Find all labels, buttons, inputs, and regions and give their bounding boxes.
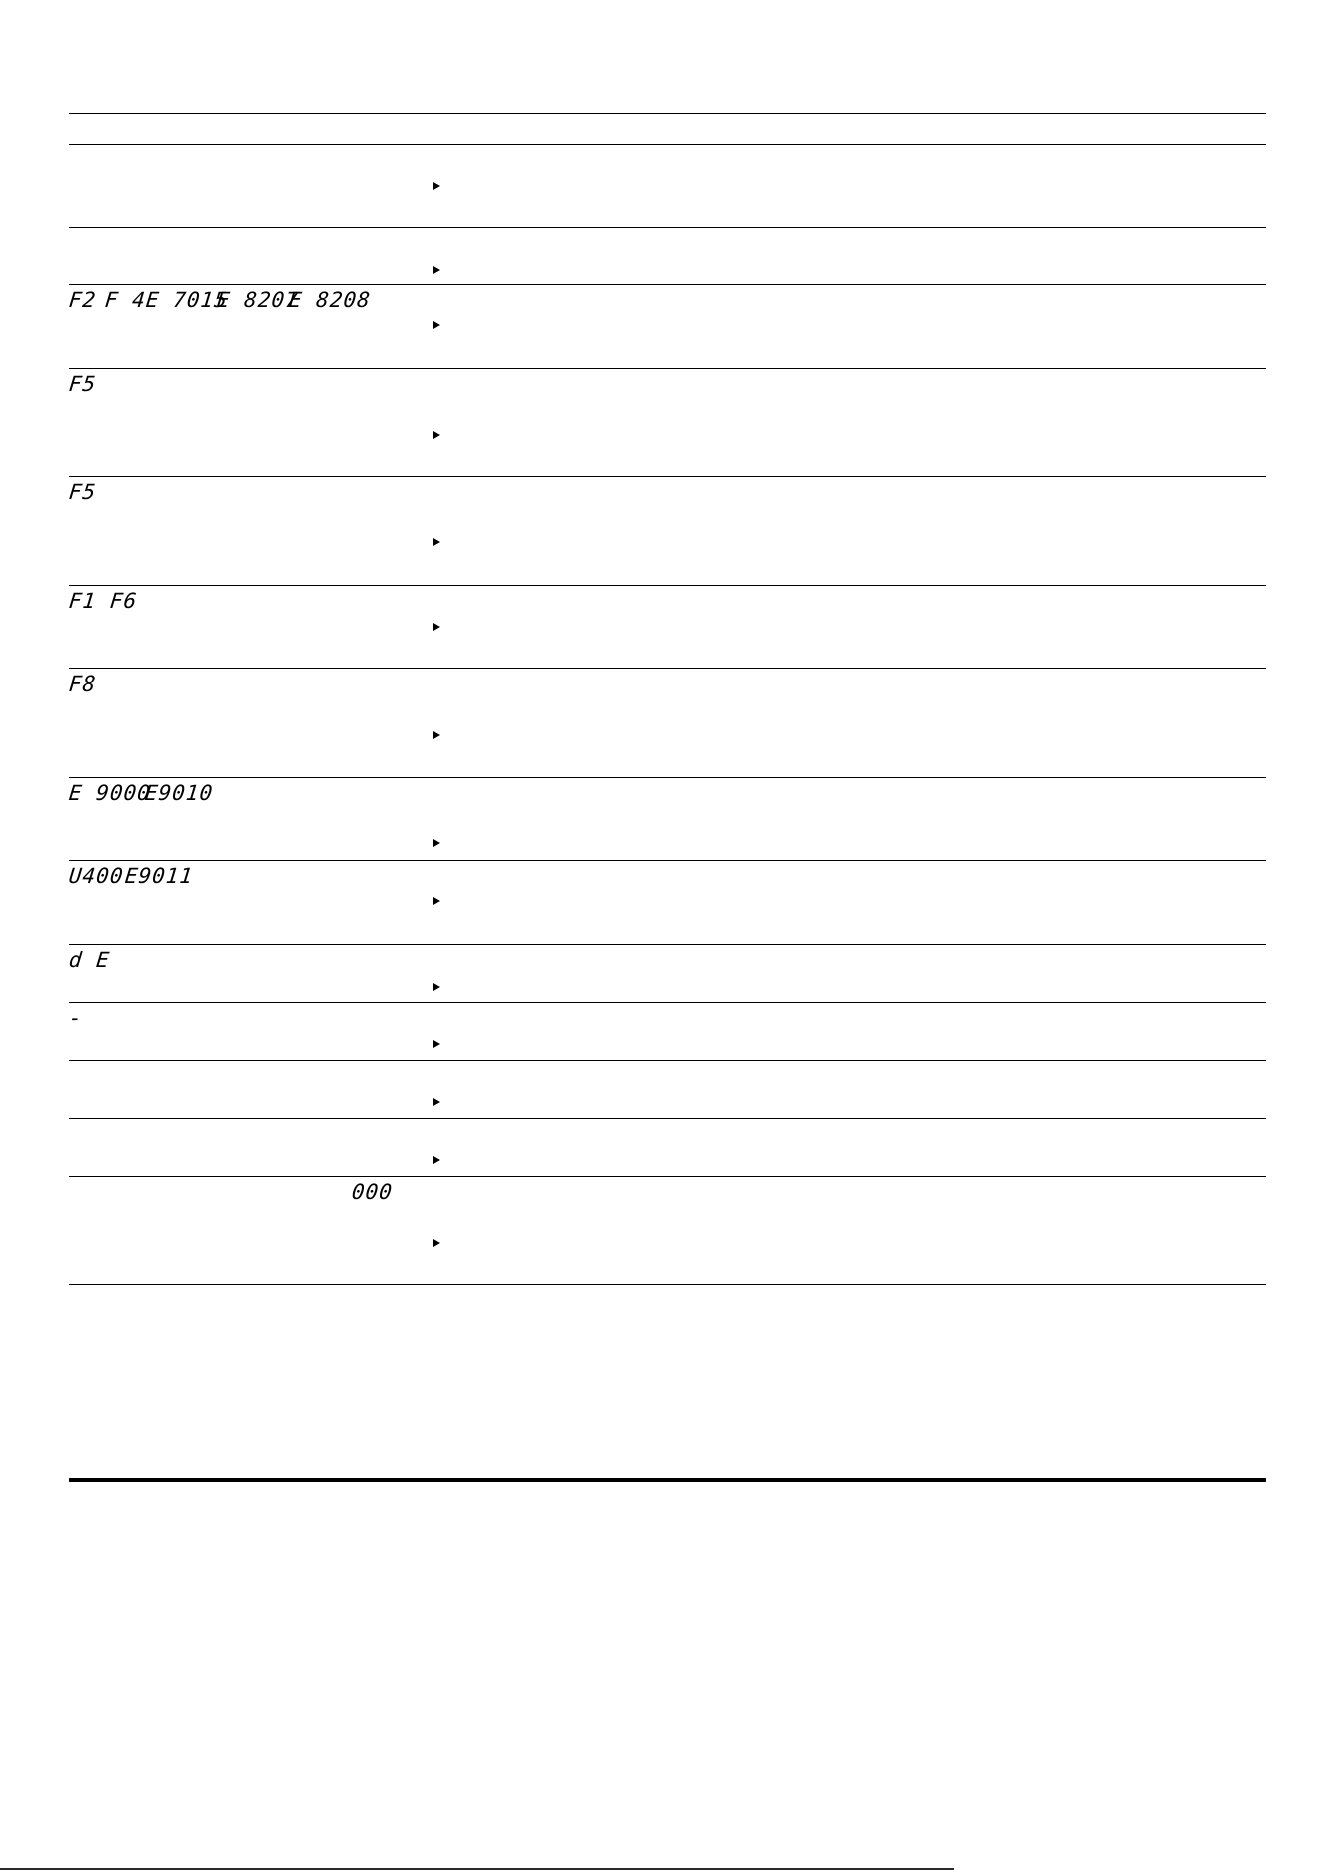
arrow-right-icon [433, 1239, 440, 1247]
error-codes [69, 373, 409, 397]
arrow-right-icon [433, 731, 440, 739]
error-code: F5 [67, 480, 98, 504]
error-code: E 9000 [67, 781, 153, 805]
error-codes [69, 949, 409, 973]
table-row [69, 669, 1266, 778]
arrow-right-icon [433, 897, 440, 905]
error-code: 000 [350, 1180, 395, 1204]
arrow-right-icon [433, 431, 440, 439]
error-codes [69, 481, 409, 505]
error-code: d E [67, 948, 112, 972]
error-code: - [67, 1006, 84, 1030]
error-code: E 8207 [215, 288, 301, 312]
arrow-right-icon [433, 1098, 440, 1106]
error-code: F5 [67, 372, 98, 396]
table-row [69, 778, 1266, 861]
arrow-right-icon [433, 266, 440, 274]
error-code: F8 [67, 672, 98, 696]
error-codes [69, 1007, 409, 1031]
arrow-right-icon [433, 1156, 440, 1164]
error-code: F 4 [103, 288, 148, 312]
arrow-right-icon [433, 623, 440, 631]
arrow-right-icon [433, 538, 440, 546]
table-row [69, 1119, 1266, 1177]
error-codes [69, 782, 409, 806]
table-row [69, 1061, 1266, 1119]
table-row [69, 586, 1266, 669]
footer-rule [69, 1478, 1266, 1482]
arrow-right-icon [433, 1040, 440, 1048]
error-code: E9010 [143, 781, 215, 805]
table-row [69, 285, 1266, 369]
error-codes [69, 673, 409, 697]
arrow-right-icon [433, 321, 440, 329]
table-row [69, 1177, 1266, 1285]
error-code: E 7015 [144, 288, 230, 312]
error-codes [69, 865, 409, 889]
horizontal-scrollbar[interactable] [0, 1868, 954, 1870]
table-row [69, 861, 1266, 945]
arrow-right-icon [433, 839, 440, 847]
error-code: F1 F6 [67, 589, 139, 613]
arrow-right-icon [433, 983, 440, 991]
table-row [69, 228, 1266, 285]
table-row [69, 1003, 1266, 1061]
error-code: E 8208 [287, 288, 373, 312]
error-codes [69, 1181, 409, 1205]
table-row [69, 477, 1266, 586]
table-row [69, 145, 1266, 228]
table-row [69, 945, 1266, 1003]
error-codes [69, 289, 409, 313]
error-code: E9011 [123, 864, 195, 888]
error-codes [69, 590, 409, 614]
table-row [69, 369, 1266, 477]
fault-table [69, 113, 1266, 1285]
arrow-right-icon [433, 182, 440, 190]
table-header-row [69, 113, 1266, 145]
error-code: F2 [67, 288, 98, 312]
error-code: U400 [67, 864, 125, 888]
